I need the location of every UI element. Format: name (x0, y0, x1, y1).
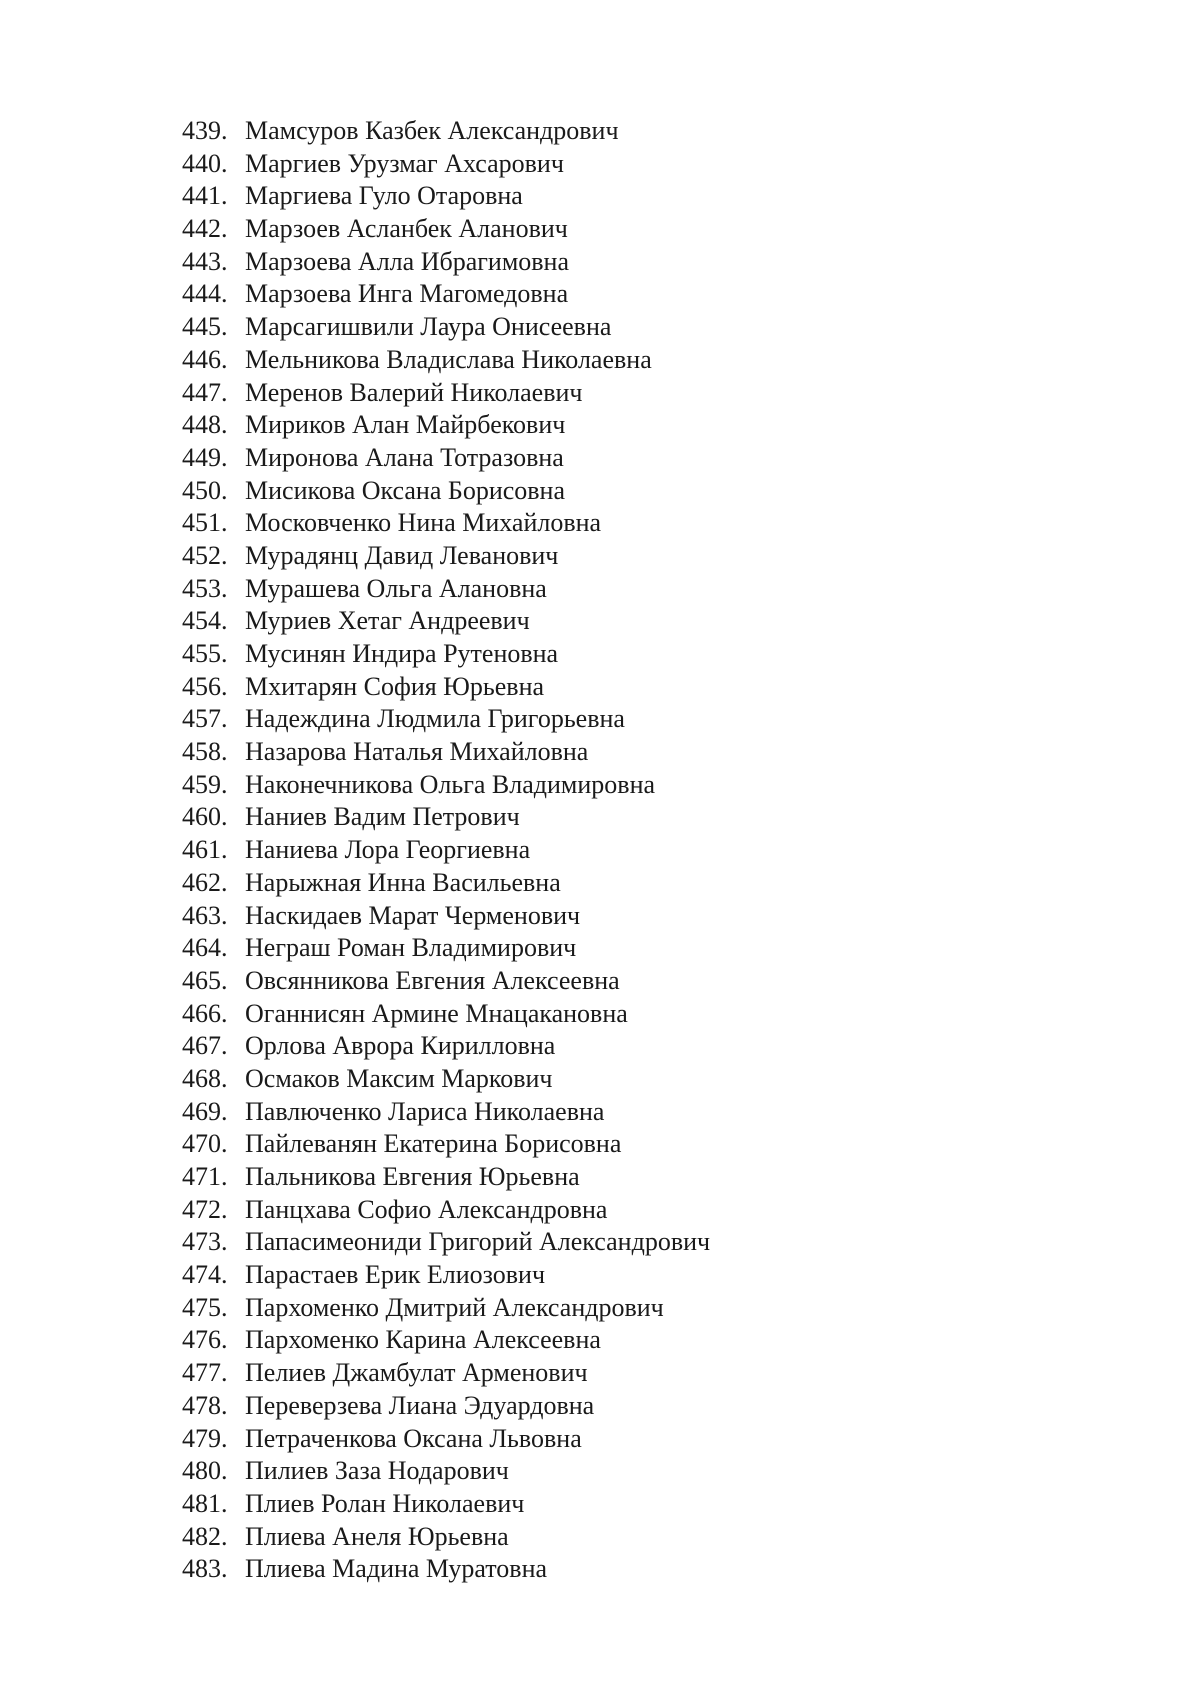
list-item-name: Меренов Валерий Николаевич (245, 377, 583, 407)
list-item-name: Орлова Аврора Кирилловна (245, 1031, 556, 1061)
list-item-number: 463. (182, 900, 228, 930)
list-item-number: 457. (182, 704, 228, 734)
list-item-name: Пальникова Евгения Юрьевна (245, 1162, 580, 1191)
list-item-number: 464. (182, 933, 228, 963)
list-item-name: Мурашева Ольга Алановна (245, 573, 547, 603)
list-item-number: 443. (182, 246, 228, 276)
list-item-number: 471. (182, 1162, 228, 1191)
list-item-name: Плиев Ролан Николаевич (245, 1488, 525, 1518)
list-item-number: 455. (182, 639, 228, 668)
list-item-number: 480. (182, 1456, 228, 1486)
list-item-name: Мамсуров Казбек Александрович (245, 116, 619, 145)
list-item-number: 469. (182, 1096, 228, 1126)
list-item-name: Мисикова Оксана Борисовна (245, 475, 565, 505)
list-item-number: 462. (182, 867, 228, 897)
list-item-name: Надеждина Людмила Григорьевна (245, 704, 625, 734)
list-item-number: 452. (182, 540, 228, 570)
list-item-number: 458. (182, 737, 228, 767)
list-item-name: Муриев Хетаг Андреевич (245, 606, 530, 636)
list-item-number: 477. (182, 1358, 228, 1388)
list-item-number: 465. (182, 965, 228, 995)
list-item-name: Пелиев Джамбулат Арменович (245, 1358, 588, 1388)
list-item-number: 454. (182, 606, 228, 636)
list-item-name: Неграш Роман Владимирович (245, 933, 577, 963)
list-item-name: Парастаев Ерик Елиозович (245, 1260, 546, 1290)
list-item-number: 478. (182, 1390, 228, 1420)
list-item-name: Миронова Алана Тотразовна (245, 442, 564, 472)
list-item-name: Мельникова Владислава Николаевна (245, 344, 652, 374)
list-item-name: Плиева Мадина Муратовна (245, 1554, 548, 1584)
list-item-name: Марсагишвили Лаура Онисеевна (245, 312, 612, 342)
list-item-number: 460. (182, 802, 228, 832)
list-item-number: 468. (182, 1063, 228, 1093)
list-item-name: Наниев Вадим Петрович (245, 802, 520, 832)
list-item-number: 466. (182, 998, 228, 1028)
list-item-name: Московченко Нина Михайловна (245, 508, 602, 538)
list-item-name: Пайлеванян Екатерина Борисовна (245, 1129, 622, 1159)
list-item-number: 461. (182, 835, 228, 865)
list-item-number: 456. (182, 671, 228, 701)
list-item-name: Назарова Наталья Михайловна (245, 737, 589, 767)
list-item-number: 447. (182, 377, 228, 407)
list-item-name: Маргиев Урузмаг Ахсарович (245, 148, 564, 178)
list-item-number: 441. (182, 181, 228, 211)
list-item-number: 472. (182, 1194, 228, 1224)
list-item-name: Овсянникова Евгения Алексеевна (245, 965, 620, 995)
list-item-number: 483. (182, 1554, 228, 1584)
list-item-number: 476. (182, 1325, 228, 1355)
list-item-name: Мурадянц Давид Леванович (245, 540, 559, 570)
list-item-name: Петраченкова Оксана Львовна (245, 1423, 582, 1453)
list-item-number: 450. (182, 475, 228, 505)
list-item-name: Марзоева Инга Магомедовна (245, 279, 569, 309)
list-item-number: 479. (182, 1423, 228, 1453)
list-item-name: Мусинян Индира Рутеновна (245, 639, 559, 668)
list-item-number: 453. (182, 573, 228, 603)
list-item-name: Пилиев Заза Нодарович (245, 1456, 509, 1486)
list-item-name: Пархоменко Карина Алексеевна (245, 1325, 601, 1355)
list-item-name: Нарыжная Инна Васильевна (245, 867, 561, 897)
list-item-number: 459. (182, 769, 228, 799)
list-item-name: Павлюченко Лариса Николаевна (245, 1096, 605, 1126)
list-item-number: 446. (182, 344, 228, 374)
list-item-name: Панцхава Софио Александровна (245, 1194, 608, 1224)
list-item-number: 440. (182, 148, 228, 178)
list-item-name: Наскидаев Марат Черменович (245, 900, 581, 930)
list-item-number: 482. (182, 1521, 228, 1551)
list-item-name: Папасимеониди Григорий Александрович (245, 1227, 711, 1257)
list-item-name: Наконечникова Ольга Владимировна (245, 769, 656, 799)
list-item-number: 451. (182, 508, 228, 538)
list-item-number: 467. (182, 1031, 228, 1061)
list-item-name: Оганнисян Армине Мнацакановна (245, 998, 628, 1028)
list-item-number: 473. (182, 1227, 228, 1257)
list-item-name: Маргиева Гуло Отаровна (245, 181, 523, 211)
list-item-name: Марзоева Алла Ибрагимовна (245, 246, 569, 276)
list-item-name: Наниева Лора Георгиевна (245, 835, 531, 865)
list-item-name: Мириков Алан Майрбекович (245, 410, 566, 440)
list-item-number: 442. (182, 214, 228, 244)
list-item-number: 470. (182, 1129, 228, 1159)
list-item-number: 449. (182, 442, 228, 472)
list-item-number: 481. (182, 1488, 228, 1518)
list-item-number: 474. (182, 1260, 228, 1290)
list-item-number: 439. (182, 116, 228, 145)
list-item-number: 444. (182, 279, 228, 309)
list-item-number: 445. (182, 312, 228, 342)
list-item-name: Переверзева Лиана Эдуардовна (245, 1390, 595, 1420)
list-item-name: Марзоев Асланбек Аланович (245, 214, 568, 244)
list-item-name: Пархоменко Дмитрий Александрович (245, 1292, 664, 1322)
list-item-name: Плиева Анеля Юрьевна (245, 1521, 509, 1551)
list-item-name: Мхитарян София Юрьевна (245, 671, 545, 701)
list-item-name: Осмаков Максим Маркович (245, 1063, 553, 1093)
list-item-number: 475. (182, 1292, 228, 1322)
list-item-number: 448. (182, 410, 228, 440)
